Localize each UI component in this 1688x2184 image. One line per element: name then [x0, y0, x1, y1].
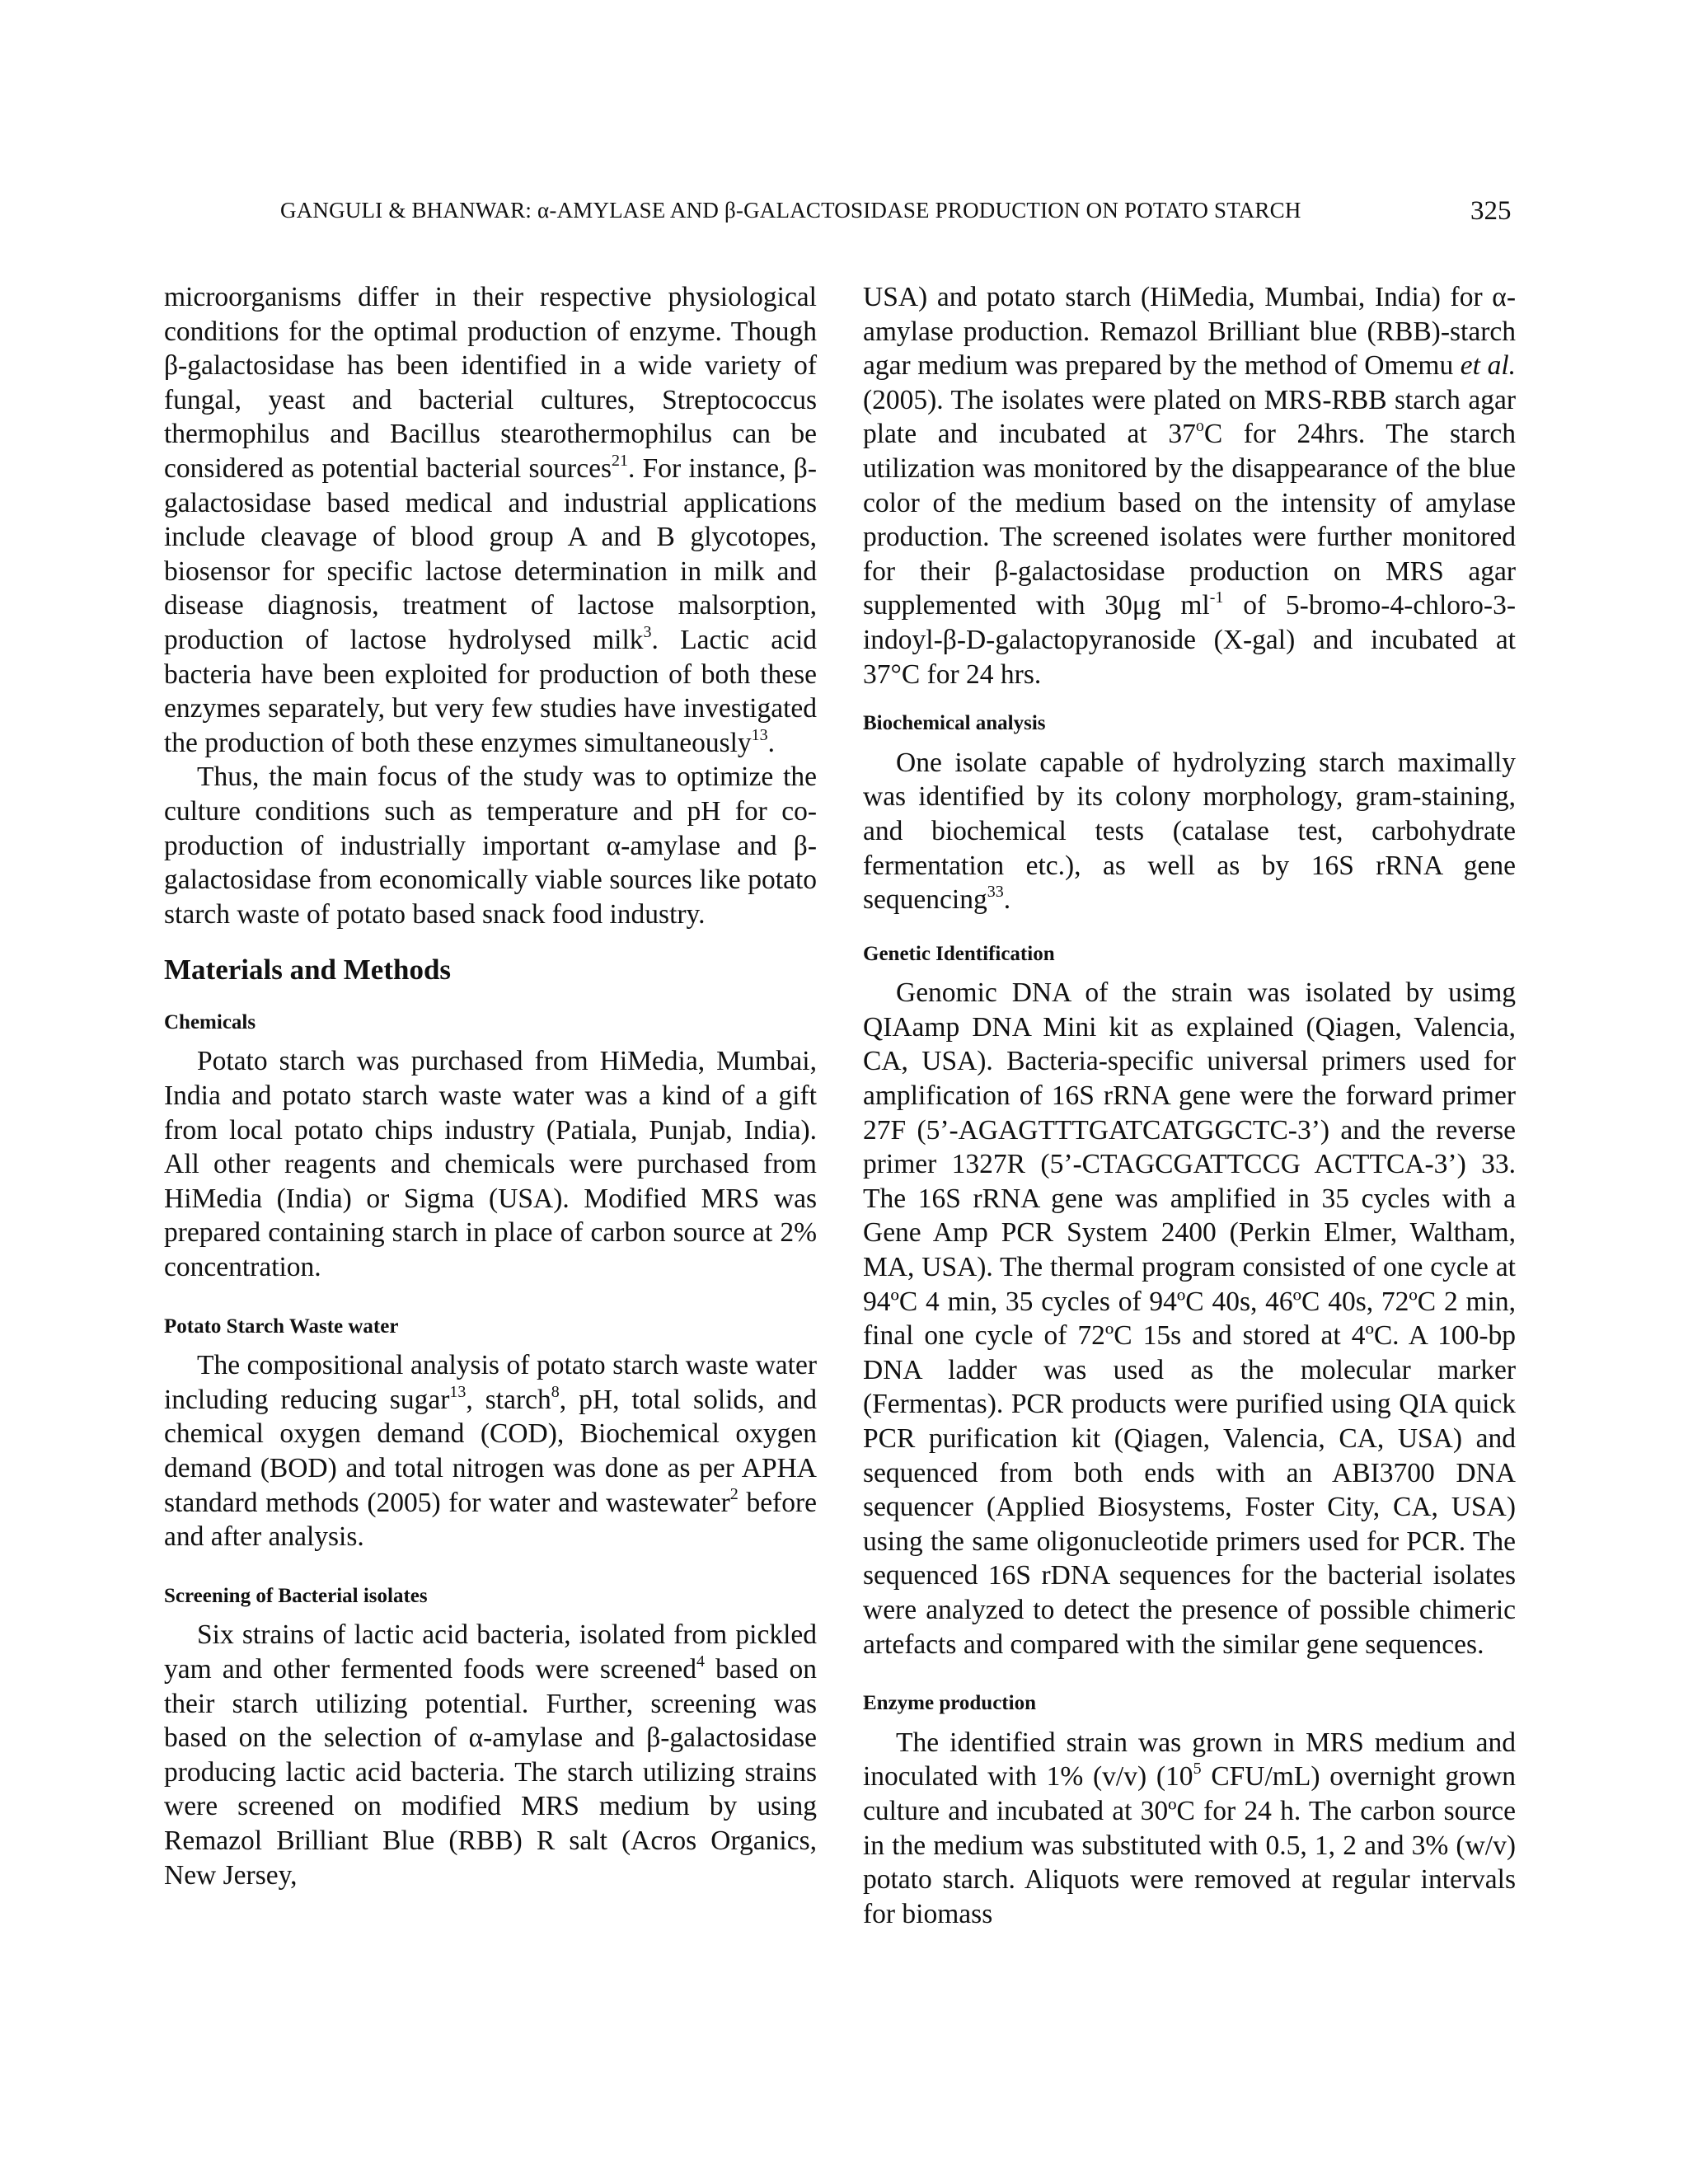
- page-number: 325: [1470, 196, 1512, 226]
- subheading-chemicals: Chemicals: [164, 1010, 256, 1033]
- intro-paragraph-2: Thus, the main focus of the study was to optimize the culture conditions such as temperature and pH for co-production of industrially important α-amylase and β-galactosidase from economically viable sources like potato starch waste of potato based snack food industry.: [164, 762, 817, 930]
- right-column: [863, 280, 1516, 1931]
- section-heading-materials-methods: Materials and Methods: [164, 954, 452, 987]
- subheading-enzyme-production: Enzyme production: [863, 1692, 1036, 1715]
- potato-waste-paragraph: The compositional analysis of potato starch waste water including reducing sugar$^{13}$, starch$^8$, pH, total solids, and chemical oxygen demand (COD), Biochemical oxygen demand (BOD) and total nitrogen was done as per APHA standard methods (2005) for water and wastewater$^2$ before and after analysis.: [164, 1350, 817, 1553]
- biochemical-paragraph: One isolate capable of hydrolyzing starch maximally was identified by its colony morphology, gram-staining, and biochemical tests (catalase test, carbohydrate fermentation etc.), as well as by 16S rRNA gene sequencing$^{33}$.: [863, 747, 1516, 916]
- subheading-genetic-identification: Genetic Identification: [863, 942, 1055, 965]
- genetic-paragraph: Genomic DNA of the strain was isolated by usimg QIAamp DNA Mini kit as explained (Qiagen, Valencia, CA, USA). Bacteria-specific universal primers used for amplification of 16S rRNA gene were the forward primer 27F (5’-AGAGTTTGATCATGGCTC-3’) and the reverse primer 1327R (5’-CTAGCGATTCCG ACTTCA-3’) 33. The 16S rRNA gene was amplified in 35 cycles with a Gene Amp PCR System 2400 (Perkin Elmer, Waltham, MA, USA). The thermal program consisted of one cycle at 94ºC 4 min, 35 cycles of 94ºC 40s, 46ºC 40s, 72ºC 2 min, final one cycle of 72ºC 15s and stored at 4ºC. A 100-bp DNA ladder was used as the molecular marker (Fermentas). PCR products were purified using QIA quick PCR purification kit (Qiagen, Valencia, CA, USA) and sequenced from both ends with an ABI3700 DNA sequencer (Applied Biosystems, Foster City, CA, USA) using the same oligonucleotide primers used for PCR. The sequenced 16S rDNA sequences for the bacterial isolates were analyzed to detect the presence of possible chimeric artefacts and compared with the similar gene sequences.: [863, 977, 1516, 1660]
- screening-paragraph: Six strains of lactic acid bacteria, isolated from pickled yam and other fermented foods were screened$^4$ based on their starch utilizing potential. Further, screening was based on the selection of α-amylase and β-galactosidase producing lactic acid bacteria. The starch utilizing strains were screened on modified MRS medium by using Remazol Brilliant Blue (RBB) R salt (Acros Organics, New Jersey,: [164, 1619, 818, 1891]
- running-header: GANGULI & BHANWAR: α-AMYLASE AND β-GALACTOSIDASE PRODUCTION ON POTATO STARCH: [280, 198, 1301, 223]
- subheading-biochemical-analysis: Biochemical analysis: [863, 712, 1046, 735]
- subheading-screening-bacterial-isolates: Screening of Bacterial isolates: [164, 1584, 428, 1607]
- intro-paragraph-1: microorganisms differ in their respective physiological conditions for the optimal production of enzyme. Though β-galactosidase has been identified in a wide variety of fungal, yeast and bacterial cultures, Streptococcus thermophilus and Bacillus stearothermophilus can be considered as potential bacterial sources$^{21}$. For instance, β-galactosidase based medical and industrial applications include cleavage of blood group A and B glycotopes, biosensor for specific lactose determination in milk and disease diagnosis, treatment of lactose malsorption, production of lactose hydrolysed milk$^3$. Lactic acid bacteria have been exploited for production of both these enzymes separately, but very few studies have investigated the production of both these enzymes simultaneously$^{13}$.: [164, 282, 817, 758]
- left-column: [164, 280, 817, 1892]
- subheading-potato-starch-waste-water: Potato Starch Waste water: [164, 1315, 399, 1338]
- chemicals-paragraph: Potato starch was purchased from HiMedia, Mumbai, India and potato starch waste water was a kind of a gift from local potato chips industry (Patiala, Punjab, India). All other reagents and chemicals were purchased from HiMedia (India) or Sigma (USA). Modified MRS was prepared containing starch in place of carbon source at 2% concentration.: [164, 1046, 817, 1283]
- screening-paragraph-continued: USA) and potato starch (HiMedia, Mumbai, India) for α-amylase production. Remazol Brilliant blue (RBB)-starch agar medium was prepared by the method of Omemu et al. (2005). The isolates were plated on MRS-RBB starch agar plate and incubated at 37$^o$C for 24hrs. The starch utilization was monitored by the disappearance of the blue color of the medium based on the intensity of amylase production. The screened isolates were further monitored for their β-galactosidase production on MRS agar supplemented with 30μg $ml^{-1}$ of 5-bromo-4-chloro-3-indoyl-β-D-galactopyranoside (X-gal) and incubated at 37°C for 24 hrs.: [863, 282, 1516, 690]
- enzyme-paragraph: The identified strain was grown in MRS medium and inoculated with 1% (v/v) ($10^5$ CFU/mL) overnight grown culture and incubated at 30ºC for 24 h. The carbon source in the medium was substituted with 0.5, 1, 2 and 3% (w/v) potato starch. Aliquots were removed at regular intervals for biomass: [863, 1727, 1516, 1929]
